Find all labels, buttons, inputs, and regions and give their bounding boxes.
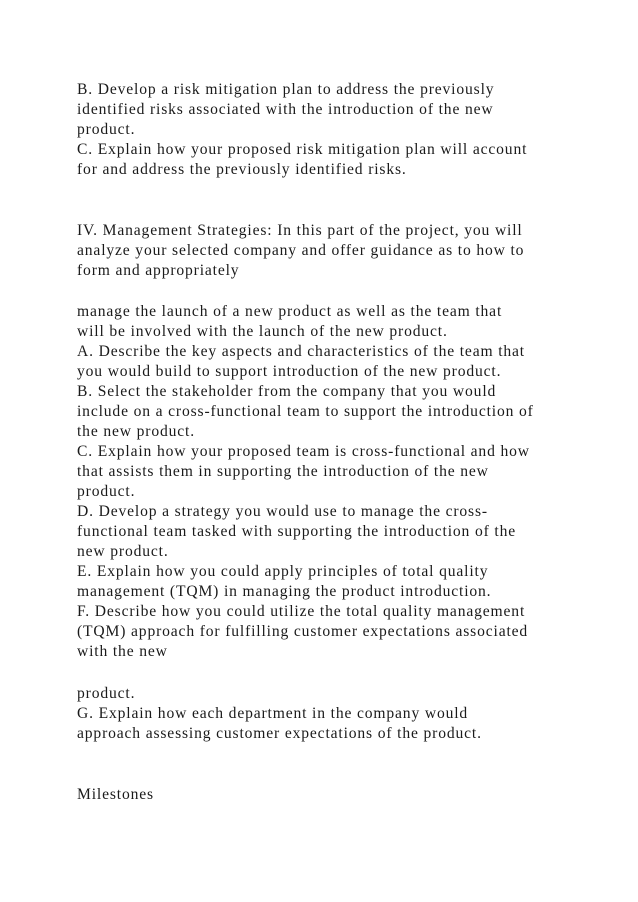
text-line: D. Develop a strategy you would use to manage the cross- bbox=[77, 503, 488, 520]
text-line: product. bbox=[77, 483, 136, 500]
text-line: analyze your selected company and offer guidance as to how to bbox=[77, 242, 525, 259]
text-line: manage the launch of a new product as well as the team that bbox=[77, 303, 503, 320]
text-line: (TQM) approach for fulfilling customer expectations associated bbox=[77, 623, 529, 640]
text-line: functional team tasked with supporting the introduction of the bbox=[77, 523, 516, 540]
text-line: new product. bbox=[77, 543, 169, 560]
text-line: G. Explain how each department in the company would bbox=[77, 705, 469, 722]
text-line: product. bbox=[77, 685, 136, 702]
text-line: B. Select the stakeholder from the company that you would bbox=[77, 383, 497, 400]
text-line: F. Describe how you could utilize the total quality management bbox=[77, 603, 526, 620]
text-line: C. Explain how your proposed team is cross-functional and how bbox=[77, 443, 530, 460]
text-line: the new product. bbox=[77, 423, 195, 440]
text-line: B. Develop a risk mitigation plan to address the previously bbox=[77, 81, 495, 98]
text-line: form and appropriately bbox=[77, 262, 240, 279]
text-line: management (TQM) in managing the product introduction. bbox=[77, 583, 492, 600]
text-line: will be involved with the launch of the new product. bbox=[77, 323, 448, 340]
section-heading-line: IV. Management Strategies: In this part of the project, you will bbox=[77, 222, 523, 239]
text-line: you would build to support introduction of the new product. bbox=[77, 363, 502, 380]
text-line: include on a cross-functional team to support the introduction of bbox=[77, 403, 534, 420]
text-line: for and address the previously identified risks. bbox=[77, 161, 407, 178]
text-line: that assists them in supporting the introduction of the new bbox=[77, 463, 489, 480]
text-line: with the new bbox=[77, 643, 168, 660]
text-line: E. Explain how you could apply principles of total quality bbox=[77, 563, 489, 580]
text-line: A. Describe the key aspects and characteristics of the team that bbox=[77, 343, 525, 360]
text-line: identified risks associated with the introduction of the new bbox=[77, 101, 494, 118]
text-line: product. bbox=[77, 121, 136, 138]
milestones-heading: Milestones bbox=[77, 786, 154, 803]
text-line: C. Explain how your proposed risk mitigation plan will account bbox=[77, 141, 528, 158]
text-line: approach assessing customer expectations of the product. bbox=[77, 725, 482, 742]
